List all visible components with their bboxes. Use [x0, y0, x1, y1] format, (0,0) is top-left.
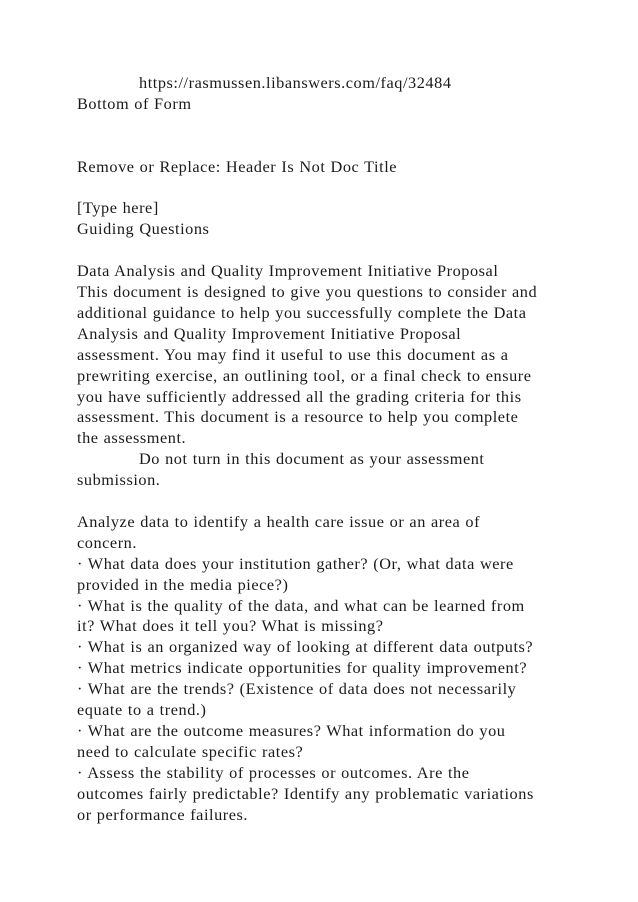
question-line: equate to a trend.): [77, 700, 207, 720]
intro-line: the assessment.: [77, 428, 187, 448]
intro-line: additional guidance to help you successfully complete the Data: [77, 302, 527, 322]
intro-line: assessment. You may find it useful to use this document as a: [77, 344, 509, 364]
document-body: [77, 73, 567, 826]
spacer: [77, 136, 567, 157]
spacer: [77, 178, 567, 199]
type-here-placeholder: [Type here]: [77, 198, 159, 218]
section-heading-line: concern.: [77, 532, 137, 552]
notice-line: submission.: [77, 470, 161, 490]
analysis-section: [77, 512, 567, 826]
question-line: · What is the quality of the data, and what can be learned from: [77, 595, 525, 615]
question-line: · What is an organized way of looking at different data outputs?: [77, 637, 534, 657]
intro-paragraph: [77, 282, 567, 449]
intro-line: prewriting exercise, an outlining tool, or a final check to ensure: [77, 365, 532, 385]
question-line: provided in the media piece?): [77, 574, 289, 594]
question-line: or performance failures.: [77, 804, 249, 824]
question-line: · Assess the stability of processes or outcomes. Are the: [77, 762, 470, 782]
section-heading-line: Analyze data to identify a health care issue or an area of: [77, 511, 481, 531]
question-line: · What are the trends? (Existence of data does not necessarily: [77, 679, 517, 699]
spacer: [77, 491, 567, 512]
intro-line: assessment. This document is a resource to help you complete: [77, 407, 519, 427]
question-line: · What data does your institution gather? (Or, what data were: [77, 553, 514, 573]
spacer: [77, 115, 567, 136]
document-title: Data Analysis and Quality Improvement Initiative Proposal: [77, 261, 499, 281]
form-url-link[interactable]: https://rasmussen.libanswers.com/faq/32484: [139, 73, 452, 92]
intro-line: you have sufficiently addressed all the grading criteria for this: [77, 386, 522, 406]
header-note: Remove or Replace: Header Is Not Doc Title: [77, 156, 398, 176]
question-line: need to calculate specific rates?: [77, 741, 304, 761]
question-line: · What are the outcome measures? What information do you: [77, 721, 506, 741]
bottom-of-form-label: Bottom of Form: [77, 93, 192, 113]
intro-line: This document is designed to give you questions to consider and: [77, 282, 538, 301]
doc-heading: Guiding Questions: [77, 219, 210, 239]
question-line: outcomes fairly predictable? Identify any problematic variations: [77, 783, 534, 803]
intro-line: Analysis and Quality Improvement Initiative Proposal: [77, 323, 462, 343]
notice-line: Do not turn in this document as your assessment: [139, 449, 485, 469]
question-list: [77, 554, 567, 826]
question-line: it? What does it tell you? What is missing?: [77, 616, 384, 636]
spacer: [77, 240, 567, 261]
notice-paragraph: [77, 449, 567, 491]
question-line: · What metrics indicate opportunities for quality improvement?: [77, 658, 528, 678]
